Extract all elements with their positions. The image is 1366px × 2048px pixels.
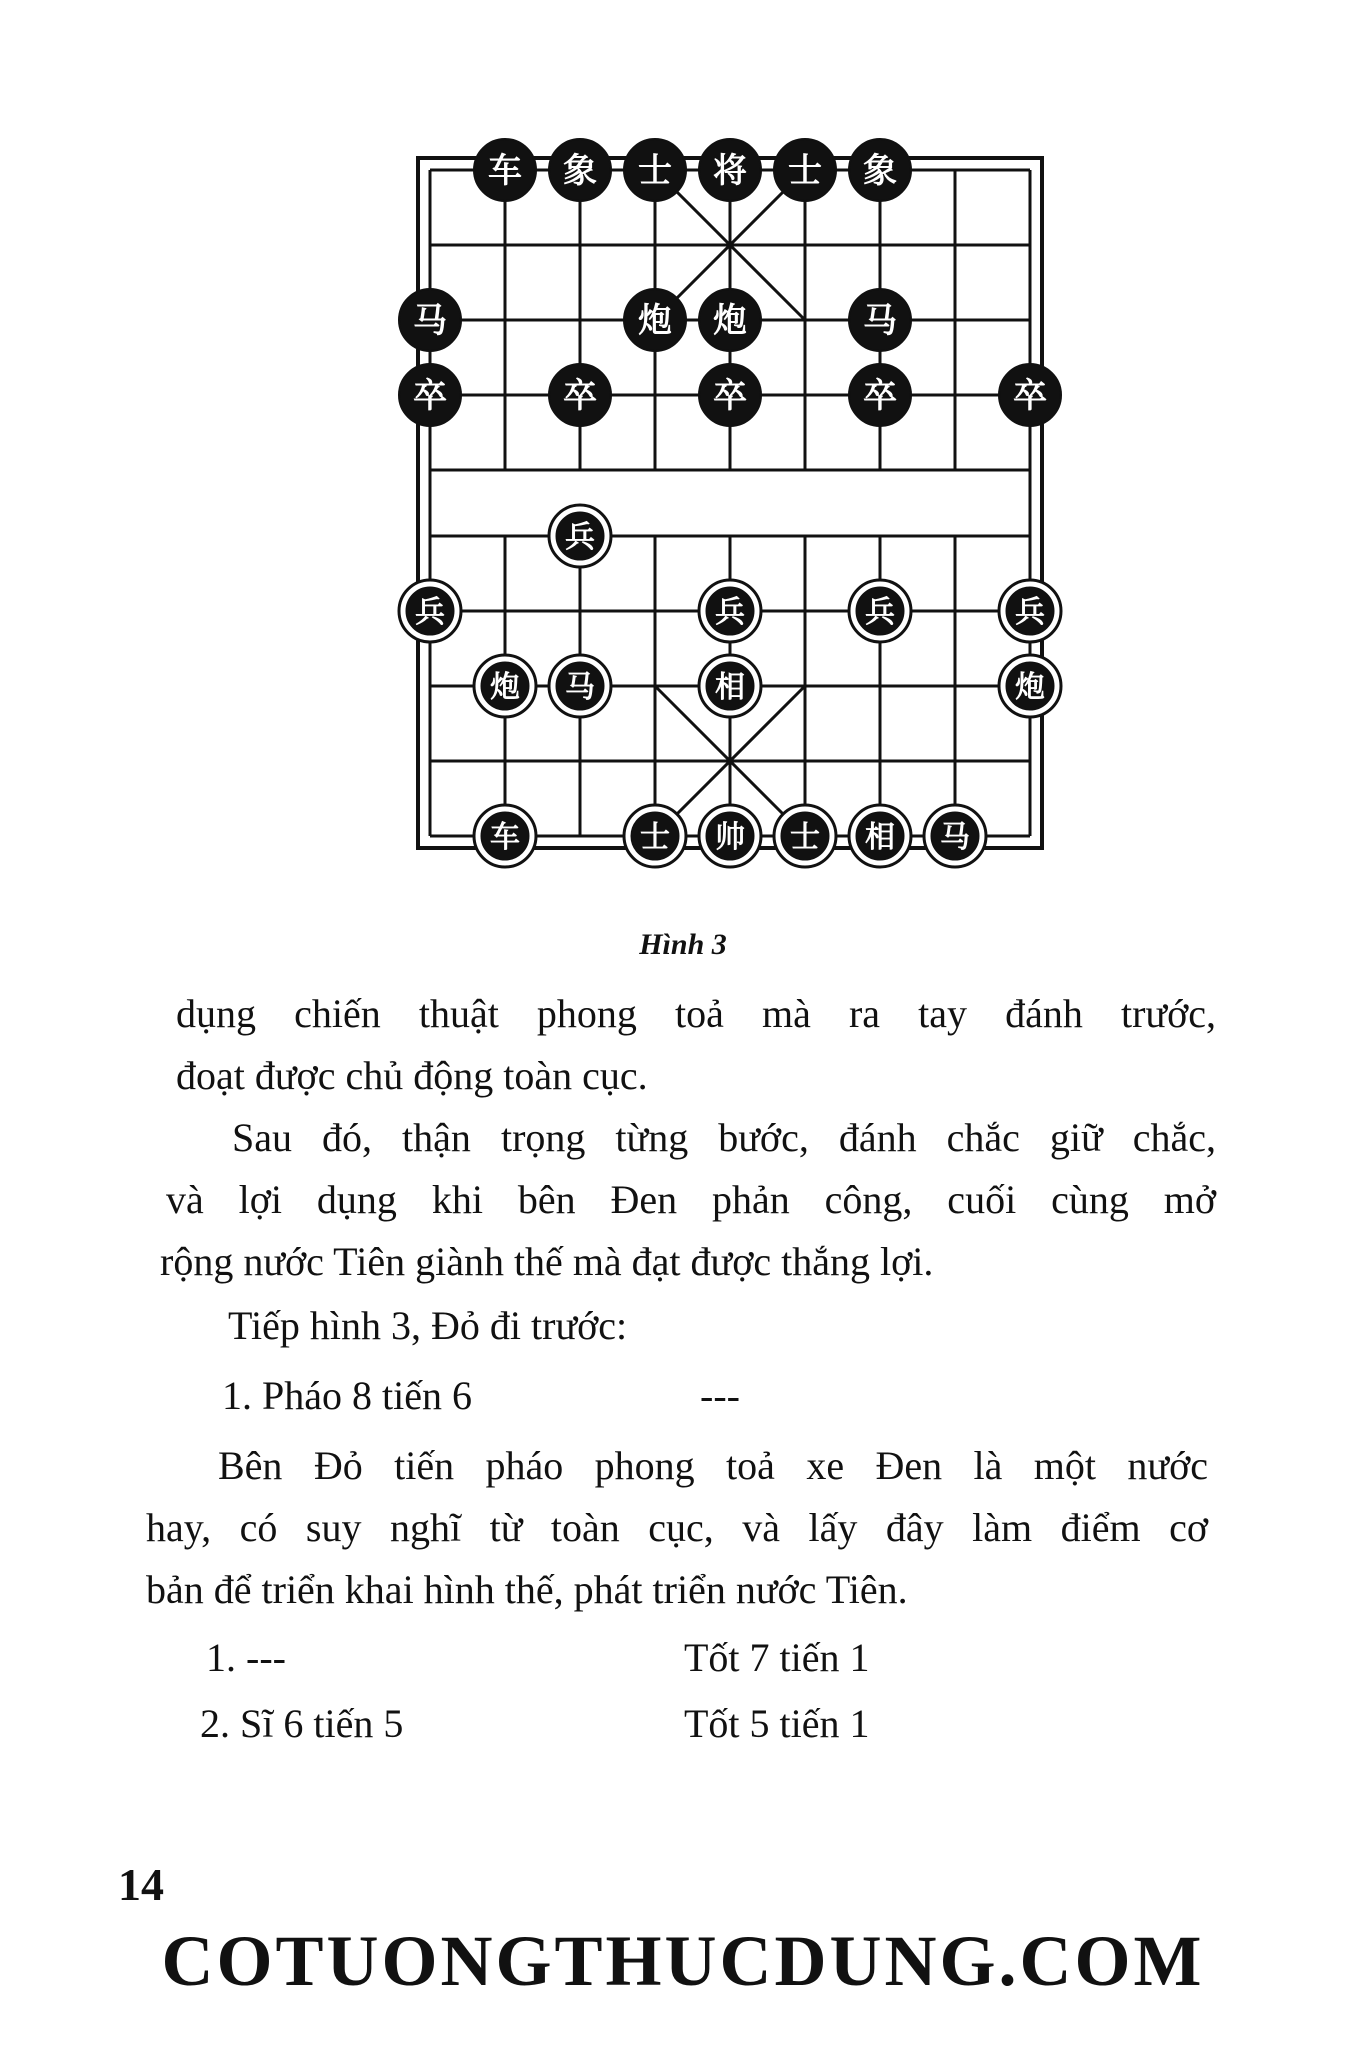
piece-red [999, 655, 1061, 717]
piece-label: 炮 [490, 670, 520, 705]
piece-red [549, 655, 611, 717]
piece-label: 炮 [1015, 670, 1045, 705]
piece-red [699, 655, 761, 717]
piece-label: 兵 [715, 595, 745, 630]
paragraph-line: bản để triển khai hình thế, phát triển nước Tiên. [146, 1567, 908, 1612]
piece-label: 卒 [413, 376, 447, 416]
piece-red [924, 805, 986, 867]
move-black: Tốt 7 tiến 1 [684, 1635, 870, 1680]
piece-black [699, 289, 761, 351]
paragraph-line: dụng chiến thuật phong toả mà ra tay đánh trước, [176, 991, 1216, 1036]
paragraph-line: rộng nước Tiên giành thế mà đạt được thắng lợi. [160, 1239, 934, 1284]
page-number: 14 [118, 1859, 164, 1910]
piece-label: 卒 [713, 376, 747, 416]
piece-black [699, 364, 761, 426]
piece-red [699, 805, 761, 867]
move-red: 2. Sĩ 6 tiến 5 [200, 1701, 404, 1746]
piece-black [399, 289, 461, 351]
piece-red [399, 580, 461, 642]
piece-black [624, 289, 686, 351]
piece-red [474, 655, 536, 717]
piece-black [999, 364, 1061, 426]
paragraph-line: Tiếp hình 3, Đỏ đi trước: [228, 1303, 628, 1348]
piece-red [774, 805, 836, 867]
piece-red [699, 580, 761, 642]
footer-site-banner: COTUONGTHUCDUNG.COM [161, 1921, 1205, 2001]
piece-red [624, 805, 686, 867]
piece-label: 炮 [713, 301, 747, 341]
piece-red [549, 505, 611, 567]
piece-label: 兵 [415, 595, 445, 630]
piece-black [699, 139, 761, 201]
piece-label: 马 [863, 301, 897, 341]
piece-black [549, 364, 611, 426]
piece-label: 马 [565, 670, 595, 705]
piece-red [849, 580, 911, 642]
move-red: 1. --- [206, 1635, 286, 1680]
move-red: 1. Pháo 8 tiến 6 [222, 1373, 472, 1418]
piece-label: 卒 [863, 376, 897, 416]
xiangqi-board-figure [0, 0, 1366, 900]
piece-label: 兵 [865, 595, 895, 630]
piece-black [399, 364, 461, 426]
piece-label: 帅 [715, 820, 745, 855]
piece-label: 车 [490, 820, 520, 855]
piece-label: 马 [940, 820, 970, 855]
piece-label: 卒 [1013, 376, 1047, 416]
move-black: --- [700, 1373, 740, 1418]
piece-label: 士 [790, 820, 820, 855]
move-black: Tốt 5 tiến 1 [684, 1701, 870, 1746]
piece-label: 车 [488, 151, 522, 191]
piece-label: 相 [715, 670, 745, 705]
piece-label: 象 [863, 151, 897, 191]
piece-label: 相 [865, 820, 895, 855]
piece-label: 士 [788, 151, 822, 191]
piece-label: 马 [413, 301, 447, 341]
piece-label: 兵 [1015, 595, 1045, 630]
piece-black [849, 139, 911, 201]
paragraph-line: Bên Đỏ tiến pháo phong toả xe Đen là một nước [218, 1443, 1208, 1488]
piece-label: 将 [713, 151, 747, 191]
paragraph-line: hay, có suy nghĩ từ toàn cục, và lấy đây làm điểm cơ [146, 1505, 1208, 1550]
piece-black [474, 139, 536, 201]
figure-caption: Hình 3 [639, 928, 727, 961]
piece-red [474, 805, 536, 867]
paragraph-line: đoạt được chủ động toàn cục. [176, 1053, 648, 1098]
piece-black [549, 139, 611, 201]
piece-label: 卒 [563, 376, 597, 416]
piece-label: 兵 [565, 520, 595, 555]
piece-label: 炮 [638, 301, 672, 341]
piece-label: 士 [640, 820, 670, 855]
piece-black [849, 289, 911, 351]
piece-label: 士 [638, 151, 672, 191]
paragraph-line: và lợi dụng khi bên Đen phản công, cuối cùng mở [166, 1177, 1216, 1222]
piece-label: 象 [563, 151, 597, 191]
piece-black [774, 139, 836, 201]
piece-black [849, 364, 911, 426]
board-grid [418, 158, 1042, 848]
piece-black [624, 139, 686, 201]
piece-red [999, 580, 1061, 642]
piece-red [849, 805, 911, 867]
paragraph-line: Sau đó, thận trọng từng bước, đánh chắc giữ chắc, [232, 1115, 1216, 1160]
